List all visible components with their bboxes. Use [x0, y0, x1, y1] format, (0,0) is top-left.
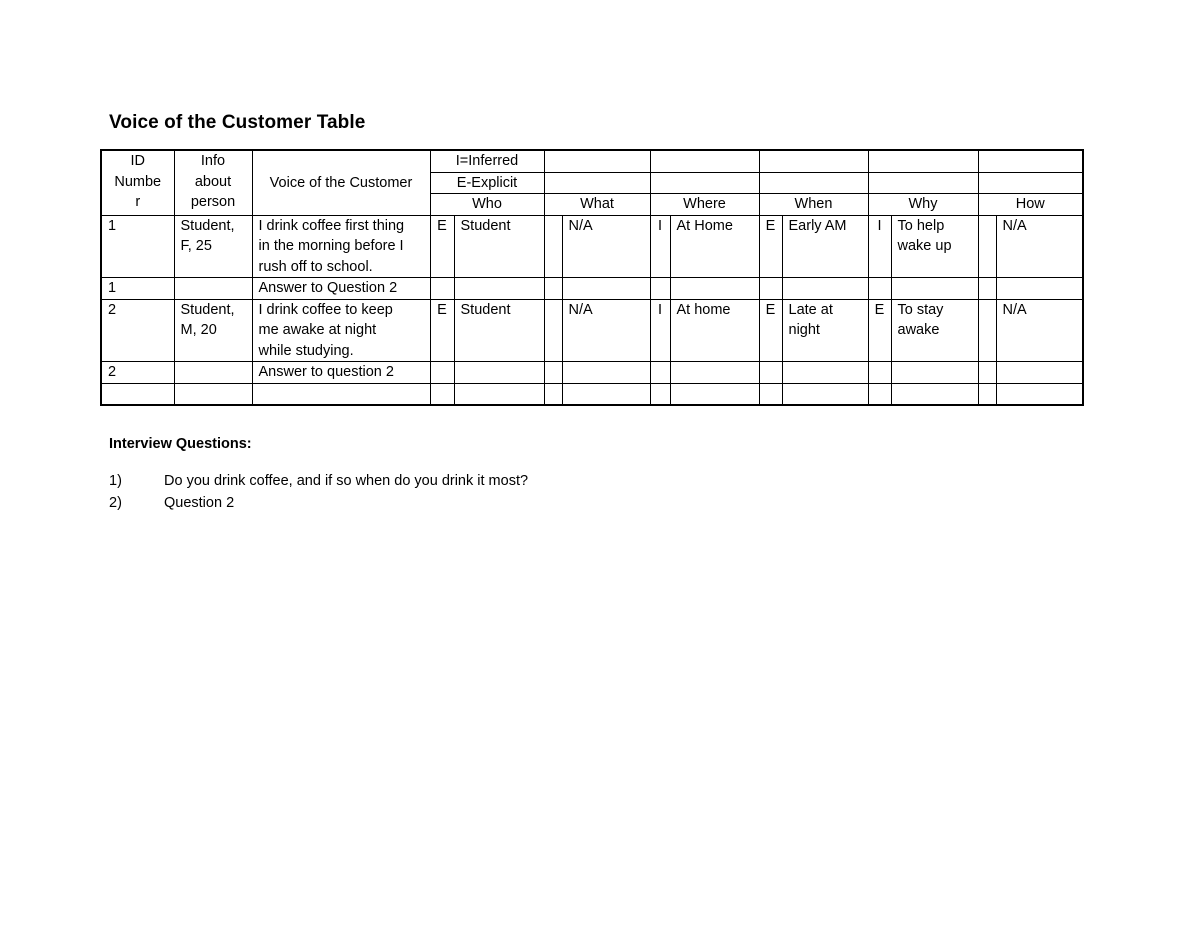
empty-cell	[430, 278, 454, 300]
when-line: Late at	[788, 301, 833, 318]
empty-cell	[759, 362, 782, 384]
question-text: Question 2	[164, 495, 235, 511]
why-line: To stay	[897, 301, 944, 318]
empty-cell	[454, 278, 544, 300]
header-how: How	[978, 194, 1083, 216]
header-blank	[650, 172, 759, 194]
header-voice: Voice of the Customer	[252, 150, 430, 215]
what-value: N/A	[562, 299, 650, 362]
empty-cell	[978, 278, 996, 300]
why-flag: I	[868, 215, 891, 278]
empty-cell	[650, 383, 670, 405]
voice-of-customer-table	[100, 149, 1084, 406]
question-text: Do you drink coffee, and if so when do you drink it most?	[164, 473, 529, 489]
header-blank	[759, 150, 868, 172]
empty-cell	[996, 362, 1083, 384]
empty-cell	[101, 383, 174, 405]
row-voice	[252, 299, 430, 362]
who-flag: E	[430, 299, 454, 362]
empty-cell	[891, 362, 978, 384]
header-why: Why	[868, 194, 978, 216]
table-row	[101, 278, 1083, 300]
empty-cell	[670, 362, 759, 384]
empty-cell	[759, 383, 782, 405]
empty-cell	[544, 383, 562, 405]
who-value: Student	[454, 299, 544, 362]
header-info-line: person	[190, 194, 236, 210]
empty-cell	[868, 278, 891, 300]
empty-cell	[891, 383, 978, 405]
header-info-line: about	[194, 173, 232, 190]
empty-cell	[670, 383, 759, 405]
empty-cell	[978, 383, 996, 405]
row-id: 1	[101, 215, 174, 278]
header-who: Who	[430, 194, 544, 216]
header-blank	[544, 172, 650, 194]
row-info-line: Student,	[180, 217, 235, 234]
empty-cell	[759, 278, 782, 300]
empty-cell	[562, 278, 650, 300]
header-info-line: Info	[200, 153, 226, 169]
header-blank	[544, 150, 650, 172]
when-value: Early AM	[782, 215, 868, 278]
empty-cell	[454, 362, 544, 384]
header-when: When	[759, 194, 868, 216]
row-voice-line: I drink coffee first thing	[258, 217, 405, 234]
why-value	[891, 299, 978, 362]
empty-cell	[670, 278, 759, 300]
table-row	[101, 383, 1083, 405]
table-row	[101, 362, 1083, 384]
header-row	[101, 150, 1083, 172]
why-line: wake up	[897, 238, 952, 254]
empty-cell	[782, 278, 868, 300]
header-id-line: r	[135, 194, 141, 210]
when-flag: E	[759, 299, 782, 362]
row-voice: Answer to Question 2	[252, 278, 430, 300]
how-value: N/A	[996, 299, 1083, 362]
where-flag: I	[650, 299, 670, 362]
why-value	[891, 215, 978, 278]
legend-inferred: I=Inferred	[430, 150, 544, 172]
header-info	[174, 150, 252, 215]
header-blank	[868, 150, 978, 172]
what-flag	[544, 299, 562, 362]
row-id: 2	[101, 299, 174, 362]
header-blank	[868, 172, 978, 194]
empty-cell	[782, 383, 868, 405]
table-row	[101, 215, 1083, 278]
who-flag: E	[430, 215, 454, 278]
header-blank	[978, 150, 1083, 172]
header-id-line: Numbe	[114, 173, 162, 190]
header-where: Where	[650, 194, 759, 216]
row-voice: Answer to question 2	[252, 362, 430, 384]
legend-explicit: E-Explicit	[430, 172, 544, 194]
why-line: To help	[897, 217, 945, 234]
empty-cell	[174, 383, 252, 405]
header-id-line: ID	[130, 153, 145, 169]
empty-cell	[252, 383, 430, 405]
row-voice-line: while studying.	[258, 342, 354, 359]
row-voice	[252, 215, 430, 278]
header-blank	[650, 150, 759, 172]
empty-cell	[650, 362, 670, 384]
interview-questions-list	[109, 471, 528, 515]
how-value: N/A	[996, 215, 1083, 278]
row-info	[174, 362, 252, 384]
question-number: 1)	[109, 473, 122, 489]
header-blank	[978, 172, 1083, 194]
list-item	[109, 471, 528, 493]
empty-cell	[430, 383, 454, 405]
row-info	[174, 278, 252, 300]
row-info-line: M, 20	[180, 322, 217, 338]
why-line: awake	[897, 322, 940, 338]
row-voice-line: in the morning before I	[258, 238, 404, 254]
empty-cell	[978, 362, 996, 384]
row-info	[174, 215, 252, 278]
what-value: N/A	[562, 215, 650, 278]
empty-cell	[782, 362, 868, 384]
header-what: What	[544, 194, 650, 216]
empty-cell	[454, 383, 544, 405]
empty-cell	[891, 278, 978, 300]
interview-questions-heading: Interview Questions:	[109, 436, 252, 452]
row-id: 2	[101, 362, 174, 384]
list-item	[109, 493, 528, 515]
empty-cell	[544, 278, 562, 300]
header-id	[101, 150, 174, 215]
row-voice-line: I drink coffee to keep	[258, 301, 393, 318]
how-flag	[978, 215, 996, 278]
where-value: At Home	[670, 215, 759, 278]
when-value	[782, 299, 868, 362]
how-flag	[978, 299, 996, 362]
row-info	[174, 299, 252, 362]
where-value: At home	[670, 299, 759, 362]
where-flag: I	[650, 215, 670, 278]
empty-cell	[430, 362, 454, 384]
why-flag: E	[868, 299, 891, 362]
row-info-line: F, 25	[180, 238, 212, 254]
empty-cell	[562, 362, 650, 384]
row-id: 1	[101, 278, 174, 300]
empty-cell	[868, 383, 891, 405]
row-info-line: Student,	[180, 301, 235, 318]
row-voice-line: rush off to school.	[258, 258, 373, 275]
empty-cell	[650, 278, 670, 300]
table-row	[101, 299, 1083, 362]
empty-cell	[996, 278, 1083, 300]
header-blank	[759, 172, 868, 194]
empty-cell	[544, 362, 562, 384]
empty-cell	[562, 383, 650, 405]
who-value: Student	[454, 215, 544, 278]
what-flag	[544, 215, 562, 278]
empty-cell	[868, 362, 891, 384]
document-title: Voice of the Customer Table	[109, 112, 366, 133]
when-flag: E	[759, 215, 782, 278]
question-number: 2)	[109, 495, 122, 511]
when-line: night	[788, 322, 820, 338]
row-voice-line: me awake at night	[258, 322, 377, 338]
empty-cell	[996, 383, 1083, 405]
